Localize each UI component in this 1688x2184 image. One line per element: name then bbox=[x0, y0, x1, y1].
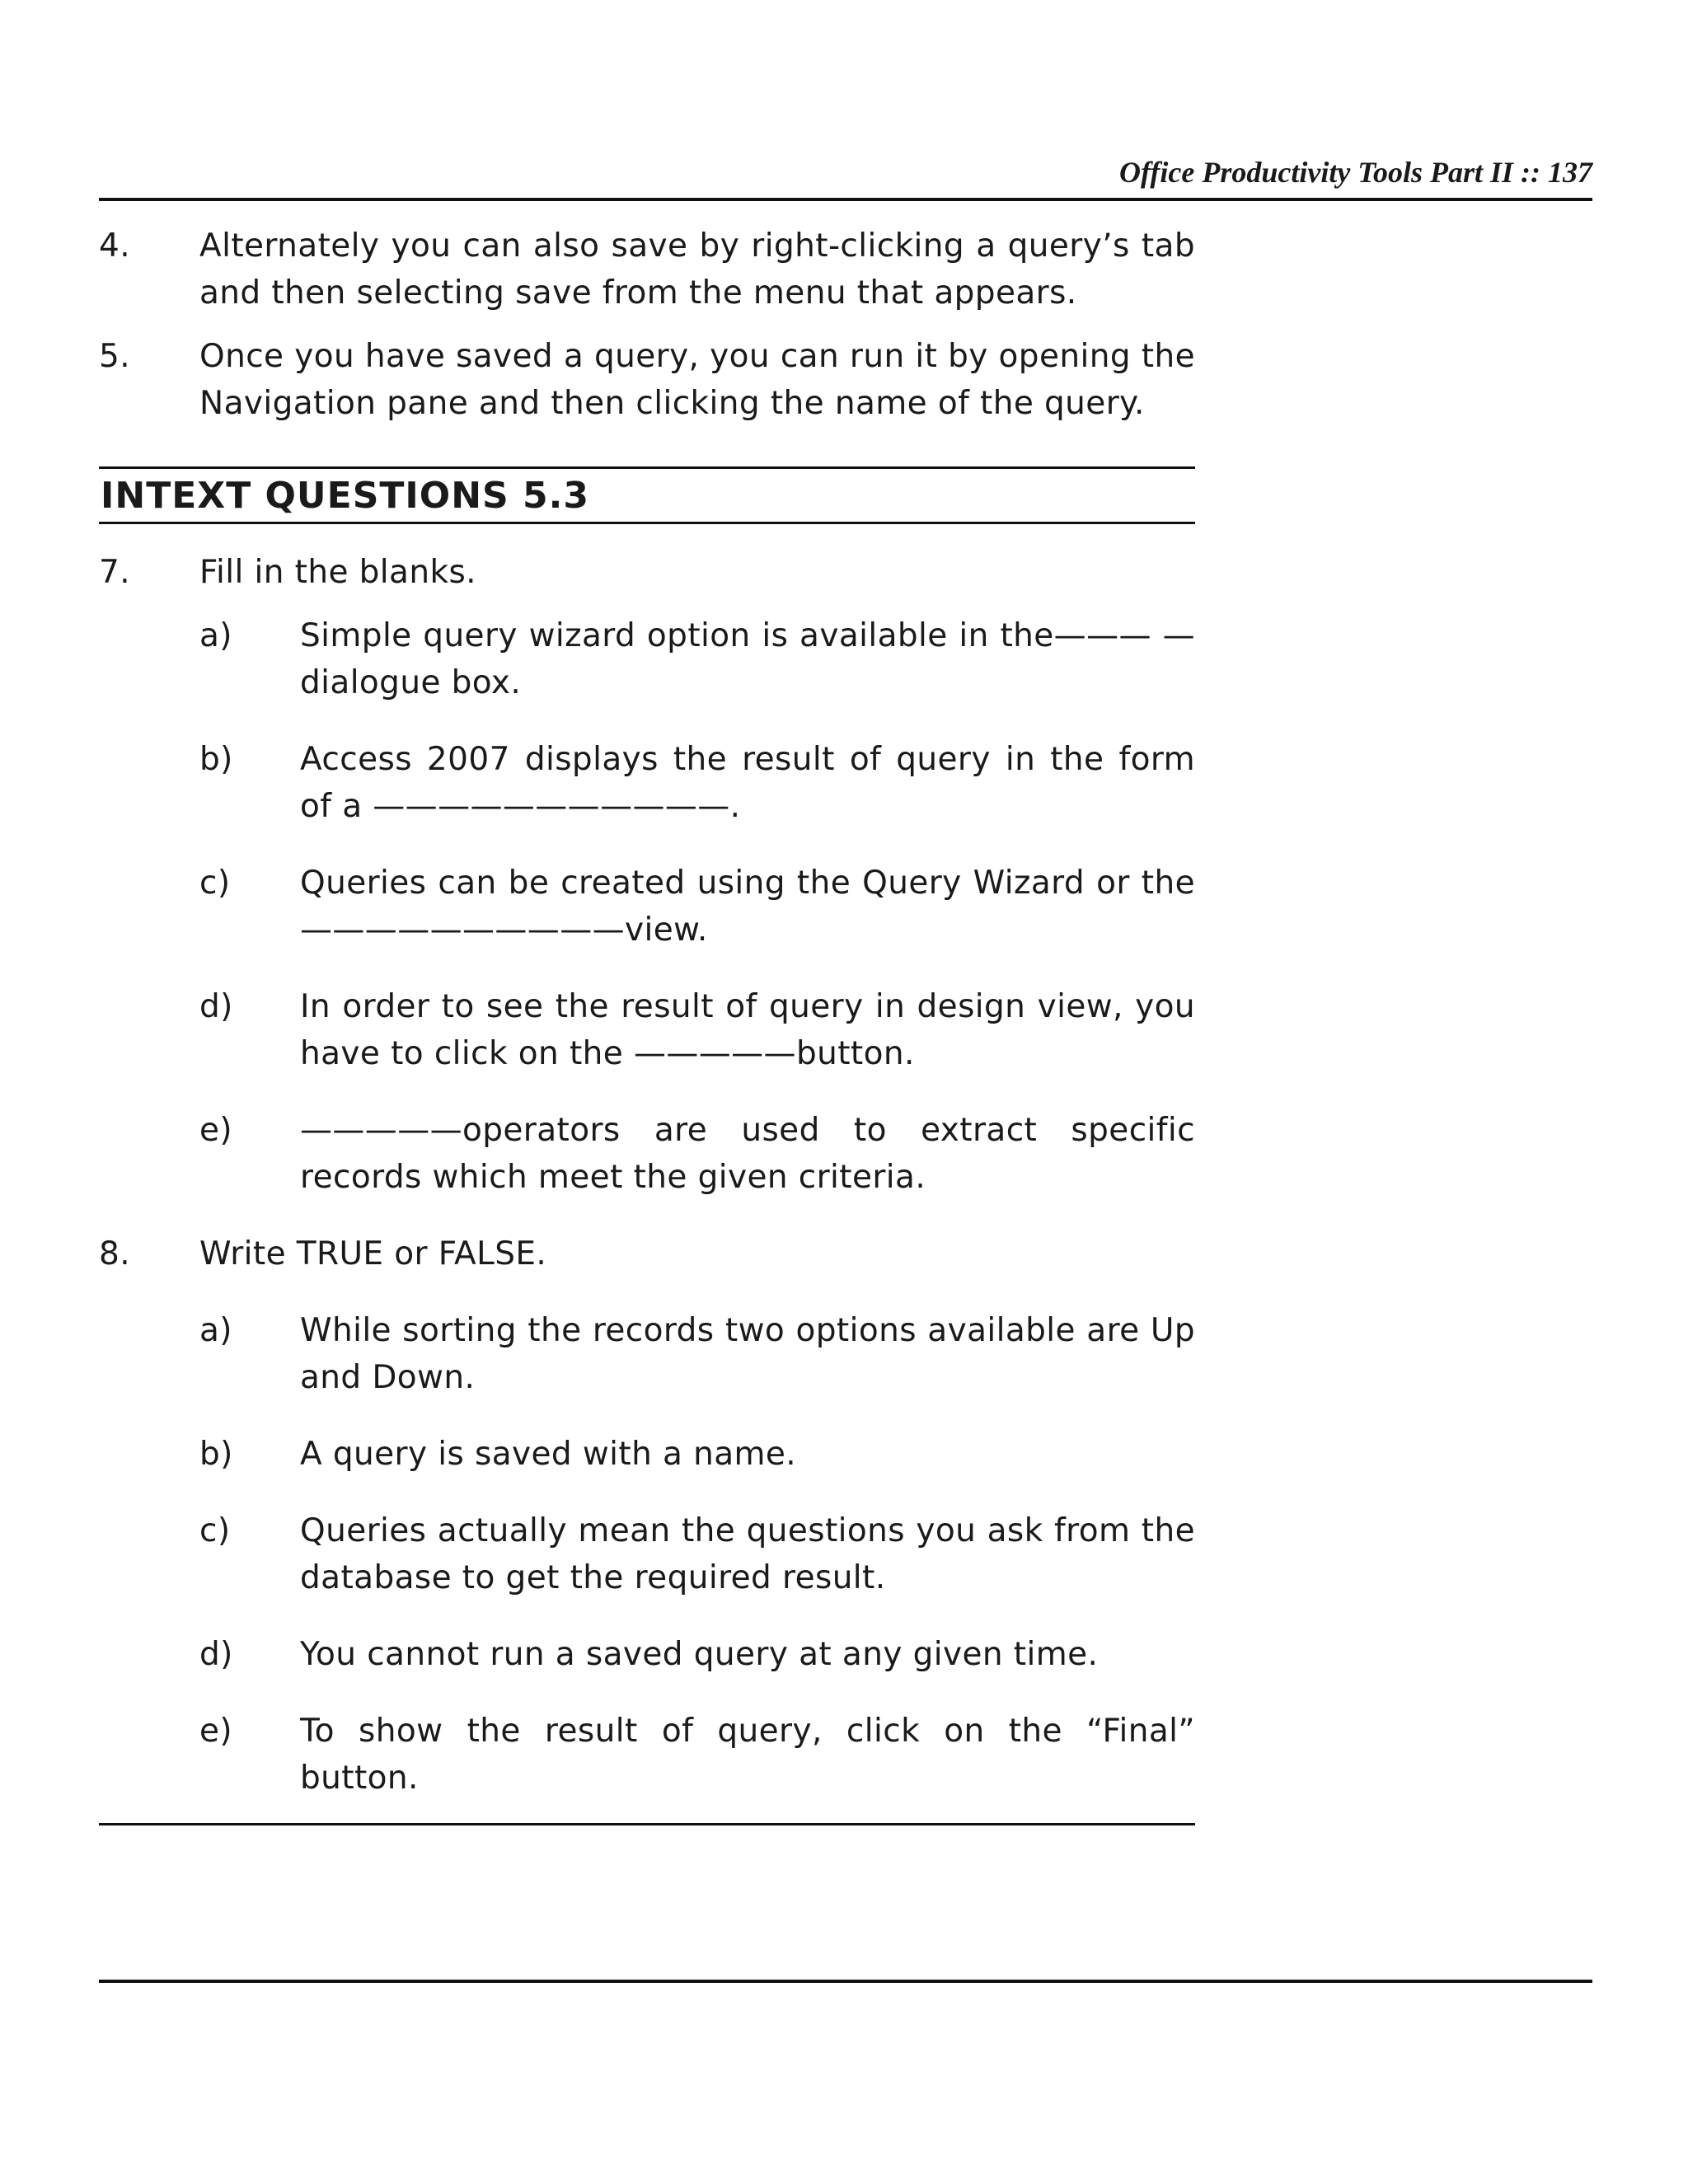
question-part bbox=[199, 1631, 1195, 1678]
question-part bbox=[199, 860, 1195, 954]
part-text: A query is saved with a name. bbox=[300, 1436, 797, 1473]
part-text: Queries can be created using the Query Wizard or the ——————————view. bbox=[300, 865, 1195, 949]
part-letter: a) bbox=[199, 617, 232, 654]
part-letter: e) bbox=[199, 1112, 233, 1149]
part-letter: d) bbox=[199, 988, 233, 1025]
item-text: Alternately you can also save by right-clicking a query’s tab and then selecting save from the menu that appears. bbox=[199, 227, 1195, 312]
section-heading: INTEXT QUESTIONS 5.3 bbox=[99, 466, 1195, 524]
section-end-rule bbox=[99, 1823, 1195, 1825]
part-letter: b) bbox=[199, 741, 233, 778]
question-part bbox=[199, 612, 1195, 706]
item-text: Once you have saved a query, you can run it by opening the Navigation pane and then clicking the name of the query. bbox=[199, 338, 1195, 422]
part-text: You cannot run a saved query at any given time. bbox=[300, 1636, 1099, 1673]
item-number: 5. bbox=[99, 338, 131, 375]
page-content bbox=[99, 223, 1195, 1825]
page-number: 137 bbox=[1548, 156, 1592, 189]
part-text: In order to see the result of query in design view, you have to click on the —————button. bbox=[300, 988, 1195, 1072]
question bbox=[99, 1230, 1195, 1277]
question-number: 8. bbox=[99, 1235, 131, 1272]
part-text: —————operators are used to extract specific records which meet the given criteria. bbox=[300, 1112, 1195, 1196]
question-text: Write TRUE or FALSE. bbox=[199, 1235, 547, 1272]
part-letter: c) bbox=[199, 1512, 231, 1549]
question-number: 7. bbox=[99, 554, 131, 591]
list-item bbox=[99, 223, 1195, 316]
running-header bbox=[1119, 155, 1592, 190]
part-text: To show the result of query, click on the “Final” button. bbox=[300, 1713, 1195, 1797]
question-part bbox=[199, 736, 1195, 830]
item-number: 4. bbox=[99, 227, 131, 265]
part-text: While sorting the records two options available are Up and Down. bbox=[300, 1312, 1195, 1396]
part-text: Simple query wizard option is available in the——— — dialogue box. bbox=[300, 617, 1195, 701]
question-text: Fill in the blanks. bbox=[199, 554, 476, 591]
part-text: Access 2007 displays the result of query in the form of a ———————————. bbox=[300, 741, 1195, 825]
question-part bbox=[199, 1107, 1195, 1201]
part-letter: b) bbox=[199, 1436, 233, 1473]
footer-rule bbox=[99, 1980, 1592, 1983]
part-letter: a) bbox=[199, 1312, 232, 1349]
header-rule bbox=[99, 198, 1592, 201]
question-part bbox=[199, 1431, 1195, 1478]
part-letter: d) bbox=[199, 1636, 233, 1673]
question-part bbox=[199, 1507, 1195, 1601]
list-item bbox=[99, 333, 1195, 427]
question-part bbox=[199, 1708, 1195, 1802]
header-separator: :: bbox=[1513, 156, 1548, 189]
question-part bbox=[199, 983, 1195, 1077]
part-letter: e) bbox=[199, 1713, 233, 1750]
part-letter: c) bbox=[199, 865, 231, 902]
question-part bbox=[199, 1307, 1195, 1401]
part-text: Queries actually mean the questions you ask from the database to get the required result. bbox=[300, 1512, 1195, 1596]
running-title: Office Productivity Tools Part II bbox=[1119, 156, 1514, 189]
question bbox=[99, 549, 1195, 596]
